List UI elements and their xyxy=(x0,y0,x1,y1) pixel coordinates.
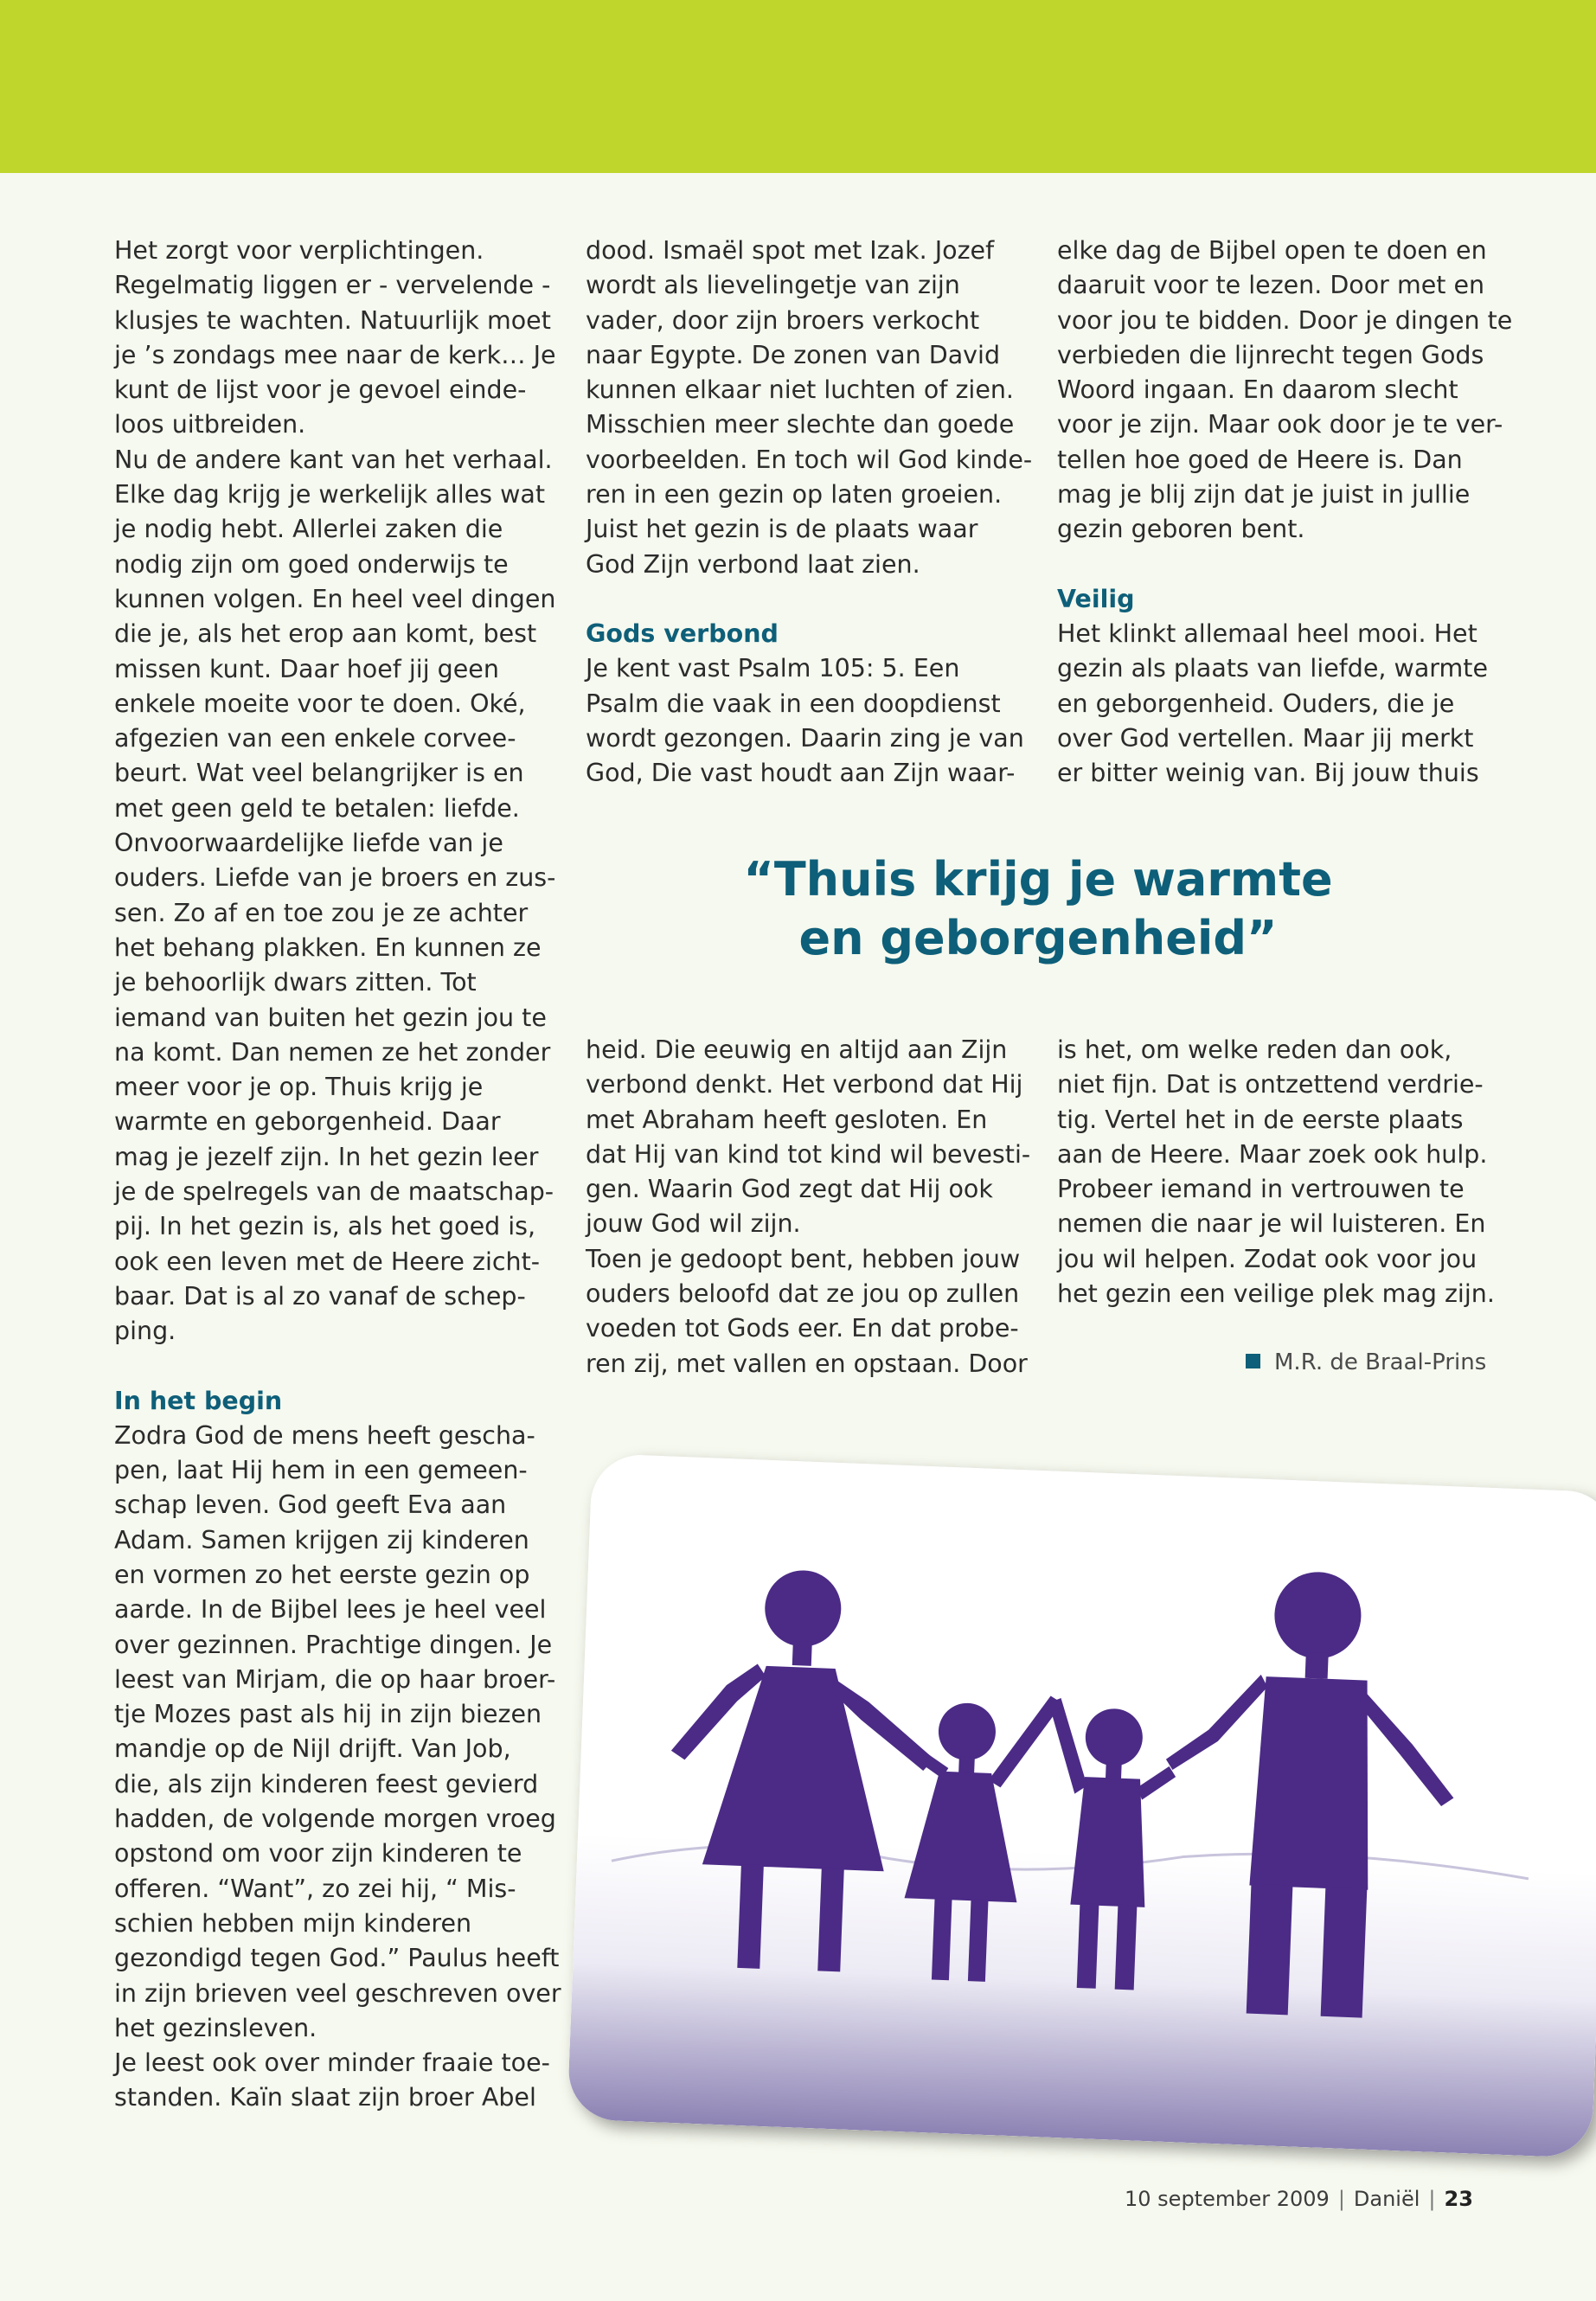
text-line: nemen die naar je wil luisteren. En xyxy=(1057,1209,1486,1239)
text-line: Adam. Samen krijgen zij kinderen xyxy=(114,1525,529,1554)
text-line: offeren. “Want”, zo zei hij, “ Mis- xyxy=(114,1874,516,1903)
page-footer xyxy=(1125,2187,1473,2211)
text-line: pen, laat Hij hem in een gemeen- xyxy=(114,1456,528,1485)
text-line: Nu de andere kant van het verhaal. xyxy=(114,445,553,474)
text-line: gezin als plaats van liefde, warmte xyxy=(1057,654,1488,683)
text-line: dat Hij van kind tot kind wil bevesti- xyxy=(586,1139,1031,1169)
text-line: aarde. In de Bijbel lees je heel veel xyxy=(114,1595,547,1625)
text-line: wordt gezongen. Daarin zing je van xyxy=(586,723,1024,753)
text-line: Woord ingaan. En daarom slecht xyxy=(1057,375,1458,405)
paragraph xyxy=(586,651,1032,791)
text-line: schap leven. God geeft Eva aan xyxy=(114,1490,507,1520)
text-line: gezin geboren bent. xyxy=(1057,515,1305,544)
text-line: en vormen zo het eerste gezin op xyxy=(114,1560,530,1589)
text-line: Misschien meer slechte dan goede xyxy=(586,410,1015,439)
text-line: voor je zijn. Maar ook door je te ver- xyxy=(1057,410,1503,439)
text-line: daaruit voor te lezen. Door met en xyxy=(1057,271,1485,300)
text-line: verbond denkt. Het verbond dat Hij xyxy=(586,1070,1023,1099)
pull-quote-line: “Thuis krijg je warmte xyxy=(743,852,1333,907)
text-line: gen. Waarin God zegt dat Hij ook xyxy=(586,1175,993,1204)
text-line: tellen hoe goed de Heere is. Dan xyxy=(1057,445,1463,474)
text-line: is het, om welke reden dan ook, xyxy=(1057,1035,1452,1064)
top-color-band xyxy=(0,0,1596,173)
text-line: meer voor je op. Thuis krijg je xyxy=(114,1073,484,1102)
text-line: wordt als lievelingetje van zijn xyxy=(586,271,960,300)
text-line: met Abraham heeft gesloten. En xyxy=(586,1105,988,1134)
pull-quote xyxy=(709,850,1367,968)
text-line: Zodra God de mens heeft geschа- xyxy=(114,1420,535,1450)
author-byline xyxy=(1246,1349,1486,1375)
text-line: je behoorlijk dwars zitten. Tot xyxy=(114,968,477,997)
text-line: het behang plakken. En kunnen ze xyxy=(114,933,542,962)
text-line: over gezinnen. Prachtige dingen. Je xyxy=(114,1630,553,1659)
text-line: Probeer iemand in vertrouwen te xyxy=(1057,1175,1465,1204)
text-line: aan de Heere. Maar zoek ook hulp. xyxy=(1057,1139,1488,1169)
article-column-2-top xyxy=(586,234,1032,791)
text-line: pij. In het gezin is, als het goed is, xyxy=(114,1212,536,1241)
text-line: opstond om voor zijn kinderen te xyxy=(114,1839,522,1868)
text-line: beurt. Wat veel belangrijker is en xyxy=(114,759,524,788)
text-line: nodig zijn om goed onderwijs te xyxy=(114,549,509,579)
text-line: kunnen volgen. En heel veel dingen xyxy=(114,584,556,613)
text-line: voorbeelden. En toch wil God kinde- xyxy=(586,445,1033,474)
text-line: en geborgenheid. Ouders, die je xyxy=(1057,689,1455,718)
text-line: je de spelregels van de maatschap- xyxy=(114,1177,554,1207)
text-line: God, Die vast houdt aan Zijn waar- xyxy=(586,759,1016,788)
family-paper-cutout-photo xyxy=(567,1453,1596,2158)
text-line: die je, als het erop aan komt, best xyxy=(114,619,537,649)
text-line: gezondigd tegen God.” Paulus heeft xyxy=(114,1944,560,1973)
text-line: vader, door zijn broers verkocht xyxy=(586,305,980,335)
text-line: over God vertellen. Maar jij merkt xyxy=(1057,723,1474,753)
text-line: ren in een gezin op laten groeien. xyxy=(586,480,1003,510)
subheading-veilig: Veilig xyxy=(1057,584,1135,613)
text-line: warmte en geborgenheid. Daar xyxy=(114,1107,501,1137)
text-line: Onvoorwaardelijke liefde van je xyxy=(114,829,503,858)
text-line: ouders beloofd dat ze jou op zullen xyxy=(586,1279,1020,1309)
square-bullet-icon xyxy=(1246,1354,1260,1368)
text-line: loos uitbreiden. xyxy=(114,410,306,439)
text-line: sen. Zo af en toe zou je ze achter xyxy=(114,898,529,927)
text-line: Je kent vast Psalm 105: 5. Een xyxy=(586,654,960,683)
text-line: jouw God wil zijn. xyxy=(586,1209,801,1239)
text-line: mag je blij zijn dat je juist in jullie xyxy=(1057,480,1471,510)
text-line: die, als zijn kinderen feest gevierd xyxy=(114,1769,539,1798)
text-line: Juist het gezin is de plaats waar xyxy=(586,515,978,544)
text-line: mag je jezelf zijn. In het gezin leer xyxy=(114,1142,539,1171)
text-line: baar. Dat is al zo vanaf de schep- xyxy=(114,1281,526,1311)
text-line: heid. Die eeuwig en altijd aan Zijn xyxy=(586,1035,1008,1064)
text-line: missen kunt. Daar hoef jij geen xyxy=(114,654,499,683)
subheading-gods-verbond: Gods verbond xyxy=(586,619,779,648)
paragraph xyxy=(114,234,561,443)
paragraph xyxy=(1057,617,1512,791)
text-line: hadden, de volgende morgen vroeg xyxy=(114,1804,556,1834)
author-name: M.R. de Braal-Prins xyxy=(1274,1349,1487,1375)
text-line: je nodig hebt. Allerlei zaken die xyxy=(114,515,503,544)
text-line: voeden tot Gods eer. En dat probe- xyxy=(586,1314,1019,1343)
text-line: kunnen elkaar niet luchten of zien. xyxy=(586,375,1014,405)
text-line: in zijn brieven veel geschreven over xyxy=(114,1978,561,2008)
text-line: Toen je gedoopt bent, hebben jouw xyxy=(586,1244,1021,1273)
subheading-in-het-begin: In het begin xyxy=(114,1386,283,1415)
article-column-1 xyxy=(114,234,561,2116)
paragraph xyxy=(1057,1033,1495,1311)
paragraph xyxy=(586,1033,1030,1242)
paragraph xyxy=(114,2046,561,2116)
text-line: ook een leven met de Heere zicht- xyxy=(114,1247,541,1276)
text-line: leest van Mirjam, die op haar broer- xyxy=(114,1664,556,1694)
text-line: het gezin een veilige plek mag zijn. xyxy=(1057,1279,1495,1309)
text-line: tig. Vertel het in de eerste plaats xyxy=(1057,1105,1464,1134)
paragraph xyxy=(114,443,561,1349)
text-line: Psalm die vaak in een doopdienst xyxy=(586,689,1001,718)
text-line: enkele moeite voor te doen. Oké, xyxy=(114,689,526,718)
pull-quote-line: en geborgenheid” xyxy=(798,911,1278,965)
text-line: met geen geld te betalen: liefde. xyxy=(114,793,520,823)
text-line: schien hebben mijn kinderen xyxy=(114,1908,472,1938)
text-line: Het zorgt voor verplichtingen. xyxy=(114,236,484,265)
paragraph xyxy=(586,1242,1030,1381)
footer-separator: | xyxy=(1428,2187,1436,2211)
article-column-3-top xyxy=(1057,234,1512,791)
text-line: God Zijn verbond laat zien. xyxy=(586,549,920,579)
text-line: mandje op de Nijl drijft. Van Job, xyxy=(114,1734,511,1764)
text-line: ping. xyxy=(114,1317,176,1346)
paragraph xyxy=(586,234,1032,582)
text-line: Het klinkt allemaal heel mooi. Het xyxy=(1057,619,1477,648)
text-line: standen. Kaïn slaat zijn broer Abel xyxy=(114,2083,536,2112)
text-line: er bitter weinig van. Bij jouw thuis xyxy=(1057,759,1479,788)
issue-date: 10 september 2009 xyxy=(1125,2187,1330,2211)
text-line: niet fijn. Dat is ontzettend verdrie- xyxy=(1057,1070,1484,1099)
text-line: iemand van buiten het gezin jou te xyxy=(114,1003,547,1032)
family-illustration xyxy=(567,1453,1596,2158)
text-line: tje Mozes past als hij in zijn biezen xyxy=(114,1700,542,1729)
text-line: Je leest ook over minder fraaie toe- xyxy=(114,2048,550,2078)
text-line: na komt. Dan nemen ze het zonder xyxy=(114,1037,551,1067)
article-column-3-bottom xyxy=(1057,1033,1495,1311)
text-line: verbieden die lijnrecht tegen Gods xyxy=(1057,340,1484,369)
text-line: afgezien van een enkele corvee- xyxy=(114,724,516,753)
text-line: Regelmatig liggen er - vervelende - xyxy=(114,271,551,300)
text-line: elke dag de Bijbel open te doen en xyxy=(1057,236,1487,265)
text-line: ouders. Liefde van je broers en zus- xyxy=(114,863,556,893)
text-line: kunt de lijst voor je gevoel einde- xyxy=(114,375,527,405)
text-line: voor jou te bidden. Door je dingen te xyxy=(1057,305,1513,335)
magazine-name: Daniël xyxy=(1353,2187,1420,2211)
page-number: 23 xyxy=(1444,2187,1473,2211)
text-line: je ’s zondags mee naar de kerk… Je xyxy=(114,340,556,369)
paragraph xyxy=(1057,234,1512,548)
text-line: naar Egypte. De zonen van David xyxy=(586,340,1001,369)
text-line: klusjes te wachten. Natuurlijk moet xyxy=(114,305,551,335)
paragraph xyxy=(114,1419,561,2046)
article-column-2-bottom xyxy=(586,1033,1030,1381)
text-line: Elke dag krijg je werkelijk alles wat xyxy=(114,480,546,510)
text-line: jou wil helpen. Zodat ook voor jou xyxy=(1057,1244,1477,1273)
text-line: ren zij, met vallen en opstaan. Door xyxy=(586,1349,1028,1378)
text-line: het gezinsleven. xyxy=(114,2013,317,2042)
text-line: dood. Ismaël spot met Izak. Jozef xyxy=(586,236,995,265)
footer-separator: | xyxy=(1337,2187,1345,2211)
